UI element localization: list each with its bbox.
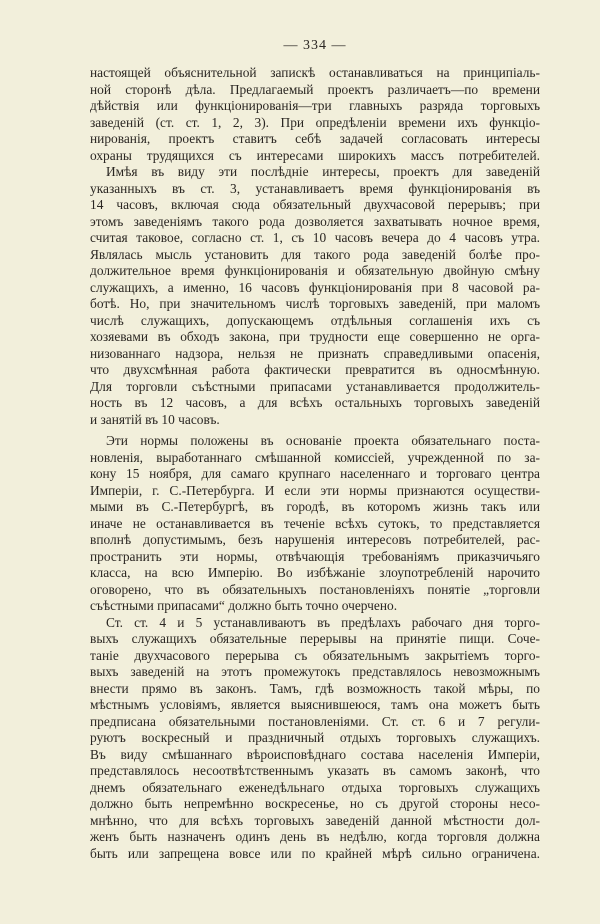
text-line: новленія, выработаннаго смѣшанной комиссіей, учрежденной по за- [90, 449, 540, 465]
text-line: что двухсмѣнная работа фактически превратится въ односмѣнную. [90, 362, 540, 377]
text-line: Въ виду смѣшаннаго вѣроисповѣднаго состава населенія Имперіи, [90, 746, 540, 762]
text-line: выхъ заведеній на этотъ промежутокъ представлялось невозможнымъ [90, 664, 540, 679]
text-line: Для торговли съѣстными припасами устанавливается продолжитель- [90, 378, 540, 394]
text-line: должительное время функціонированія и обязательную двойную смѣну [90, 263, 540, 278]
text-line: быть или запрещена вовсе или по крайней мѣрѣ сильно ограничена. [90, 845, 540, 861]
text-line: внести прямо въ законъ. Тамъ, гдѣ возможность такой мѣры, по [90, 680, 540, 696]
text-line: Имѣя въ виду эти послѣдніе интересы, проектъ для заведеній [106, 164, 540, 179]
text-line: иначе не останавливается въ теченіе всѣхъ сутокъ, то представляется [90, 515, 540, 531]
text-line: руютъ воскресный и праздничный отдыхъ торговыхъ служащихъ. [90, 730, 540, 745]
text-line: днемъ обязательнаго еженедѣльнаго отдыха торговыхъ служащихъ [90, 779, 540, 795]
text-line: Имперіи, г. С.-Петербурга. И если эти нормы признаются осуществи- [90, 482, 540, 498]
text-line: Эти нормы положены въ основаніе проекта обязательнаго поста- [106, 433, 540, 448]
text-line: этомъ заведеніямъ такого рода дозволяется захватывать ночное время, [90, 213, 540, 229]
text-line: вполнѣ допустимымъ, безъ нарушенія интересовъ потребителей, рас- [90, 532, 540, 547]
text-line: хозяевами въ обходъ закона, при трудности еще совершенно не орга- [90, 329, 540, 344]
text-line: Ст. ст. 4 и 5 устанавливаютъ въ предѣлахъ рабочаго дня торго- [106, 614, 540, 630]
text-line: ботѣ. Но, при значительномъ числѣ торговыхъ заведеній, при маломъ [90, 296, 540, 311]
text-line: оговорено, что въ обязательныхъ постановленіяхъ понятіе „торговли [90, 581, 540, 597]
text-line: указанныхъ въ ст. 3, устанавливаетъ время функціонированія въ [90, 180, 540, 196]
body-text [90, 65, 540, 862]
text-line: низованнаго надзора, нельзя не признать справедливыми опасенія, [90, 345, 540, 361]
text-line: мыми въ С.-Петербургѣ, въ городѣ, въ которомъ жизнь такъ или [90, 499, 540, 514]
text-line: дѣйствія или функціонированія—три главныхъ разряда торговыхъ [90, 98, 540, 113]
text-line: женъ быть назначенъ одинъ день въ недѣлю, когда торговля должна [90, 829, 540, 844]
text-line: Являлась мысль установить для такого рода заведеній болѣе про- [90, 246, 540, 262]
text-line: числѣ служащихъ, допускающемъ отдѣльныя соглашенія ихъ съ [90, 312, 540, 328]
text-line: заведеній (ст. ст. 1, 2, 3). При опредѣленіи времени ихъ функціо- [90, 114, 540, 130]
text-line: съѣстными припасами“ должно быть точно очерчено. [90, 598, 398, 613]
text-line: кону 15 ноября, для самаго крупнаго населеннаго и торговаго центра [90, 466, 540, 481]
text-line: считая таковое, согласно ст. 1, съ 10 часовъ вечера до 4 часовъ утра. [90, 230, 540, 245]
text-line: выхъ служащихъ обязательные перерывы на принятіе пищи. Соче- [90, 631, 540, 646]
text-line: ность въ 12 часовъ, а для всѣхъ остальныхъ торговыхъ заведеній [90, 395, 540, 410]
text-line: мнѣнно, что для всѣхъ торговыхъ заведеній данной мѣстности дол- [90, 812, 540, 828]
text-line: ной сторонѣ дѣла. Предлагаемый проектъ различаетъ—по времени [90, 81, 540, 97]
text-line: пространить эти нормы, отвѣчающія требованіямъ приказчичьяго [90, 548, 540, 564]
text-line: представлялось несоотвѣтственнымъ указать въ самомъ законѣ, что [90, 763, 540, 778]
text-line: таніе двухчасового перерыва съ обязательнымъ закрытіемъ торго- [90, 647, 540, 663]
text-line: нированія, проектъ ставитъ себѣ задачей согласовать интересы [90, 131, 540, 146]
text-line: настоящей объяснительной запискѣ останавливаться на принципіаль- [90, 65, 540, 80]
text-line: 14 часовъ, включая сюда обязательный двухчасовой перерывъ; при [90, 197, 540, 212]
text-line: предписана обязательными постановленіями. Ст. ст. 6 и 7 регули- [90, 713, 540, 729]
text-line: мѣстнымъ условіямъ, является выяснившеюся, тамъ она можетъ быть [90, 697, 540, 712]
text-line: охраны трудящихся съ интересами широкихъ массъ потребителей. [90, 147, 540, 163]
text-line: и занятій въ 10 часовъ. [90, 411, 220, 427]
text-line: служащихъ, а именно, 16 часовъ функціонированія при 8 часовой ра- [90, 279, 540, 295]
text-line: должно быть непремѣнно воскресенье, но съ другой стороны несо- [90, 796, 540, 811]
text-line: класса, на всю Имперію. Во избѣжаніе злоупотребленій нарочито [90, 565, 540, 580]
page-number: — 334 — [283, 38, 347, 53]
